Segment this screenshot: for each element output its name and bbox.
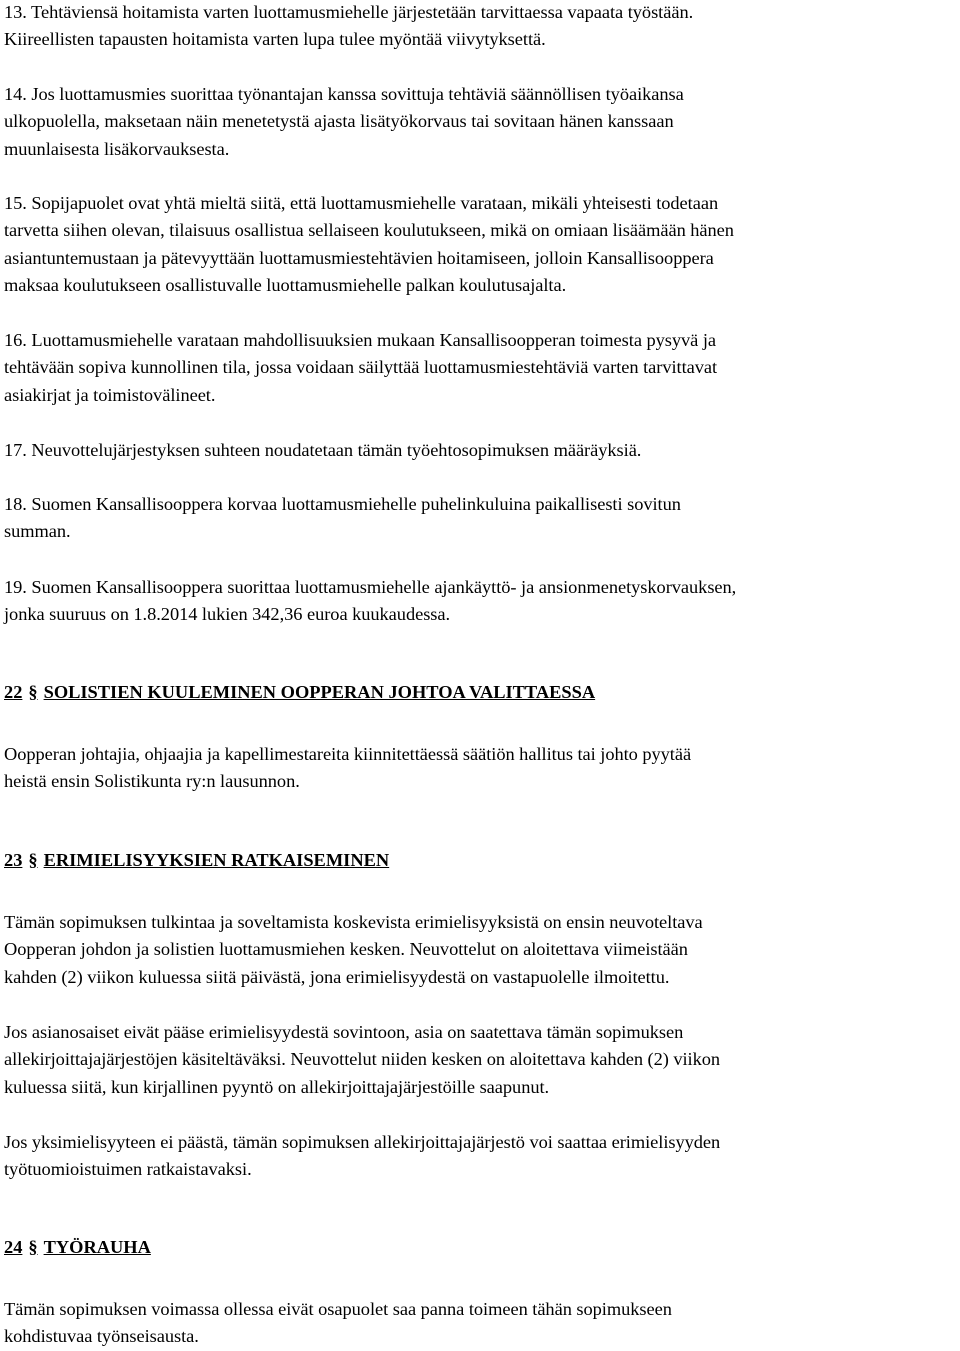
text-line: summan. bbox=[4, 521, 71, 542]
text-line: kohdistuvaa työnseisausta. bbox=[4, 1326, 199, 1347]
section-number: 24 bbox=[4, 1237, 23, 1257]
text-line: Jos asianosaiset eivät pääse erimielisyydestä sovintoon, asia on saatettava tämän sopimuksen bbox=[4, 1022, 684, 1042]
text-line: 13. Tehtäviensä hoitamista varten luottamusmiehelle järjestetään tarvittaessa vapaata työstään. bbox=[4, 2, 694, 22]
paragraph-item-17 bbox=[4, 437, 956, 464]
text-line: tarvetta siihen olevan, tilaisuus osallistua sellaiseen koulutukseen, mikä on omiaan lisäämään hänen bbox=[4, 220, 734, 241]
section-title: ERIMIELISYYKSIEN RATKAISEMINEN bbox=[43, 850, 390, 870]
text-line: 19. Suomen Kansallisooppera suorittaa luottamusmiehelle ajankäyttö- ja ansionmenetyskorvauksen, bbox=[4, 577, 737, 597]
text-line: heistä ensin Solistikunta ry:n lausunnon. bbox=[4, 771, 300, 792]
text-line: Tämän sopimuksen voimassa ollessa eivät osapuolet saa panna toimeen tähän sopimukseen bbox=[4, 1299, 672, 1319]
section-23-paragraph-1 bbox=[4, 909, 956, 991]
text-line: 18. Suomen Kansallisooppera korvaa luottamusmiehelle puhelinkuluina paikallisesti sovitun bbox=[4, 494, 681, 514]
text-line: maksaa koulutukseen osallistuvalle luottamusmiehelle palkan koulutusajalta. bbox=[4, 274, 567, 295]
section-title: TYÖRAUHA bbox=[43, 1237, 151, 1257]
section-22-paragraph bbox=[4, 741, 956, 796]
paragraph-item-14 bbox=[4, 81, 956, 163]
paragraph-item-19 bbox=[4, 574, 956, 629]
text-line: kahden (2) viikon kuluessa siitä päivästä, jona erimielisyydestä on vastapuolelle ilmoitettu. bbox=[4, 966, 670, 987]
section-24-paragraph bbox=[4, 1296, 956, 1351]
section-heading-24 bbox=[4, 1234, 956, 1261]
paragraph-item-13 bbox=[4, 0, 956, 54]
section-symbol: § bbox=[28, 1237, 38, 1257]
section-symbol: § bbox=[28, 850, 38, 870]
text-line: työtuomioistuimen ratkaistavaksi. bbox=[4, 1159, 252, 1180]
section-number: 23 bbox=[4, 850, 23, 870]
paragraph-item-16 bbox=[4, 327, 956, 409]
text-line: allekirjoittajajärjestöjen käsiteltäväksi. Neuvottelut niiden kesken on aloitettava kahden (2) viikon bbox=[4, 1049, 721, 1070]
text-line: 16. Luottamusmiehelle varataan mahdollisuuksien mukaan Kansallisoopperan toimesta pysyvä ja bbox=[4, 330, 716, 350]
text-line: Kiireellisten tapausten hoitamista varten lupa tulee myöntää viivytyksettä. bbox=[4, 29, 546, 50]
text-line: ulkopuolella, maksetaan näin menetetystä ajasta lisätyökorvaus tai sovitaan hänen kanssaan bbox=[4, 111, 674, 132]
text-line: Oopperan johtajia, ohjaajia ja kapellimestareita kiinnitettäessä säätiön hallitus tai johto pyytää bbox=[4, 744, 692, 764]
text-line: tehtävään sopiva kunnollinen tila, jossa voidaan säilyttää luottamusmiestehtäviä varten tarvittavat bbox=[4, 357, 718, 378]
text-line: 14. Jos luottamusmies suorittaa työnantajan kanssa sovittuja tehtäviä säännöllisen työaikansa bbox=[4, 84, 684, 104]
paragraph-item-15 bbox=[4, 190, 956, 299]
section-symbol: § bbox=[28, 682, 38, 702]
paragraph-item-18 bbox=[4, 491, 956, 546]
text-line: asiakirjat ja toimistovälineet. bbox=[4, 384, 216, 405]
section-title: SOLISTIEN KUULEMINEN OOPPERAN JOHTOA VALITTAESSA bbox=[43, 682, 596, 702]
text-line: jonka suuruus on 1.8.2014 lukien 342,36 euroa kuukaudessa. bbox=[4, 604, 451, 625]
text-line: 17. Neuvottelujärjestyksen suhteen noudatetaan tämän työehtosopimuksen määräyksiä. bbox=[4, 440, 642, 460]
section-heading-22 bbox=[4, 679, 956, 706]
text-line: Oopperan johdon ja solistien luottamusmiehen kesken. Neuvottelut on aloitettava viimeistään bbox=[4, 939, 688, 960]
text-line: Jos yksimielisyyteen ei päästä, tämän sopimuksen allekirjoittajajärjestö voi saattaa erimielisyyden bbox=[4, 1132, 721, 1152]
section-23-paragraph-2 bbox=[4, 1019, 956, 1101]
section-number: 22 bbox=[4, 682, 23, 702]
text-line: kuluessa siitä, kun kirjallinen pyyntö on allekirjoittajajärjestöille saapunut. bbox=[4, 1076, 550, 1097]
text-line: asiantuntemustaan ja pätevyyttään luottamusmiestehtävien hoitamiseen, jolloin Kansallisooppera bbox=[4, 247, 714, 268]
text-line: muunlaisesta lisäkorvauksesta. bbox=[4, 138, 230, 159]
section-23-paragraph-3 bbox=[4, 1129, 956, 1184]
section-heading-23 bbox=[4, 847, 956, 874]
text-line: 15. Sopijapuolet ovat yhtä mieltä siitä, että luottamusmiehelle varataan, mikäli yhteisesti todetaan bbox=[4, 193, 719, 213]
text-line: Tämän sopimuksen tulkintaa ja soveltamista koskevista erimielisyyksistä on ensin neuvoteltava bbox=[4, 912, 703, 932]
